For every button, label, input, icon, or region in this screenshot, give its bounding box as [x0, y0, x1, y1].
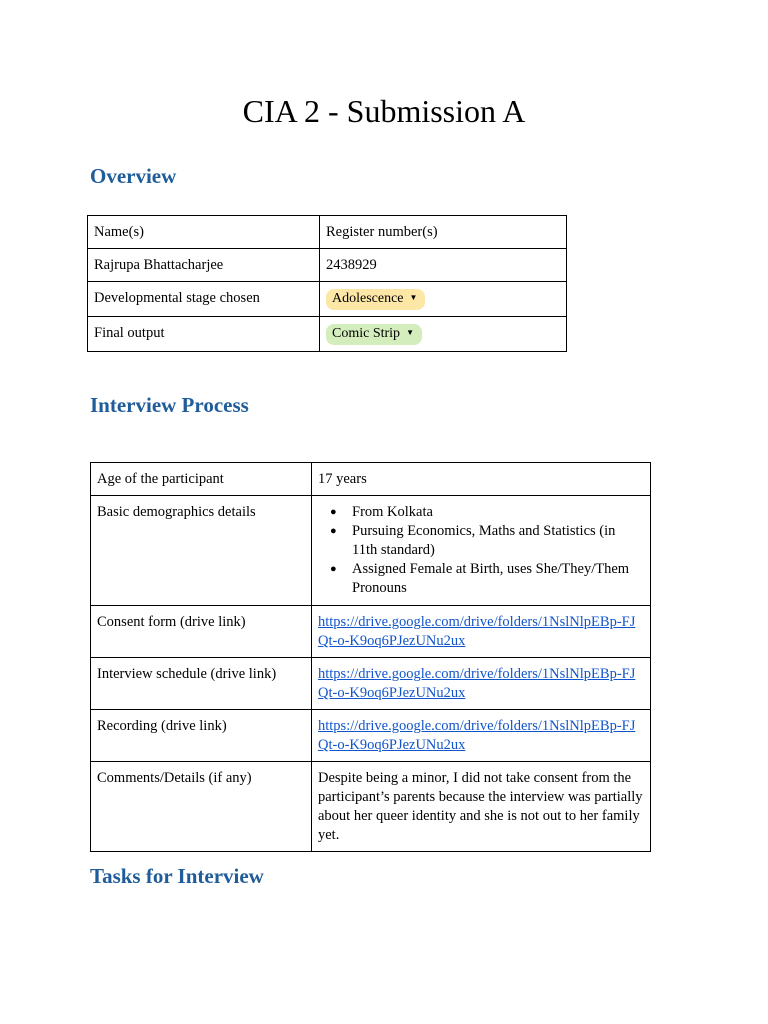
- output-label-cell: Final output: [88, 317, 320, 352]
- demographics-list: [318, 503, 644, 598]
- table-row: [91, 762, 651, 852]
- dropdown-caret-icon: ▼: [406, 328, 414, 337]
- comments-value-cell: Despite being a minor, I did not take consent from the participant’s parents because the interview was partially about her queer identity and she is not out to her family yet.: [312, 762, 651, 852]
- table-row: [91, 496, 651, 606]
- table-row: [91, 606, 651, 658]
- schedule-link-cell: [312, 658, 651, 710]
- table-row: [88, 216, 567, 249]
- recording-link-cell: [312, 710, 651, 762]
- table-row: [88, 282, 567, 317]
- table-row: [88, 249, 567, 282]
- stage-dropdown-chip[interactable]: [326, 289, 425, 310]
- table-row: [91, 463, 651, 496]
- stage-chip-label: Adolescence: [332, 291, 404, 306]
- table-row: [91, 658, 651, 710]
- output-value-cell: [320, 317, 567, 352]
- interview-process-heading: Interview Process: [90, 393, 249, 417]
- dropdown-caret-icon: ▼: [409, 293, 418, 302]
- student-name-cell: Rajrupa Bhattacharjee: [88, 249, 320, 282]
- interview-table: [90, 462, 651, 852]
- tasks-heading: Tasks for Interview: [90, 864, 264, 888]
- register-header-cell: Register number(s): [320, 216, 567, 249]
- demographics-label-cell: Basic demographics details: [91, 496, 312, 606]
- interview-schedule-link[interactable]: https://drive.google.com/drive/folders/1NslNlpEBp-FJQt-o-K9oq6PJezUNu2ux: [318, 666, 636, 701]
- comments-label-cell: Comments/Details (if any): [91, 762, 312, 852]
- consent-link-cell: [312, 606, 651, 658]
- stage-value-cell: [320, 282, 567, 317]
- demographics-value-cell: [312, 496, 651, 606]
- recording-link[interactable]: https://drive.google.com/drive/folders/1NslNlpEBp-FJQt-o-K9oq6PJezUNu2ux: [318, 718, 636, 753]
- list-item: ● Assigned Female at Birth, uses She/They/Them Pronouns: [352, 560, 644, 598]
- overview-heading: Overview: [90, 164, 177, 188]
- recording-label-cell: Recording (drive link): [91, 710, 312, 762]
- list-item: ● From Kolkata: [352, 503, 644, 522]
- overview-table: [87, 215, 567, 352]
- document-title: CIA 2 - Submission A: [242, 93, 526, 129]
- register-number-cell: 2438929: [320, 249, 567, 282]
- table-row: [91, 710, 651, 762]
- stage-label-cell: Developmental stage chosen: [88, 282, 320, 317]
- consent-form-link[interactable]: https://drive.google.com/drive/folders/1NslNlpEBp-FJQt-o-K9oq6PJezUNu2ux: [318, 614, 636, 649]
- table-row: [88, 317, 567, 352]
- age-label-cell: Age of the participant: [91, 463, 312, 496]
- schedule-label-cell: Interview schedule (drive link): [91, 658, 312, 710]
- output-dropdown-chip[interactable]: [326, 324, 422, 345]
- list-item: ● Pursuing Economics, Maths and Statistics (in 11th standard): [352, 522, 644, 560]
- consent-label-cell: Consent form (drive link): [91, 606, 312, 658]
- age-value-cell: 17 years: [312, 463, 651, 496]
- output-chip-label: Comic Strip: [332, 326, 401, 341]
- names-header-cell: Name(s): [88, 216, 320, 249]
